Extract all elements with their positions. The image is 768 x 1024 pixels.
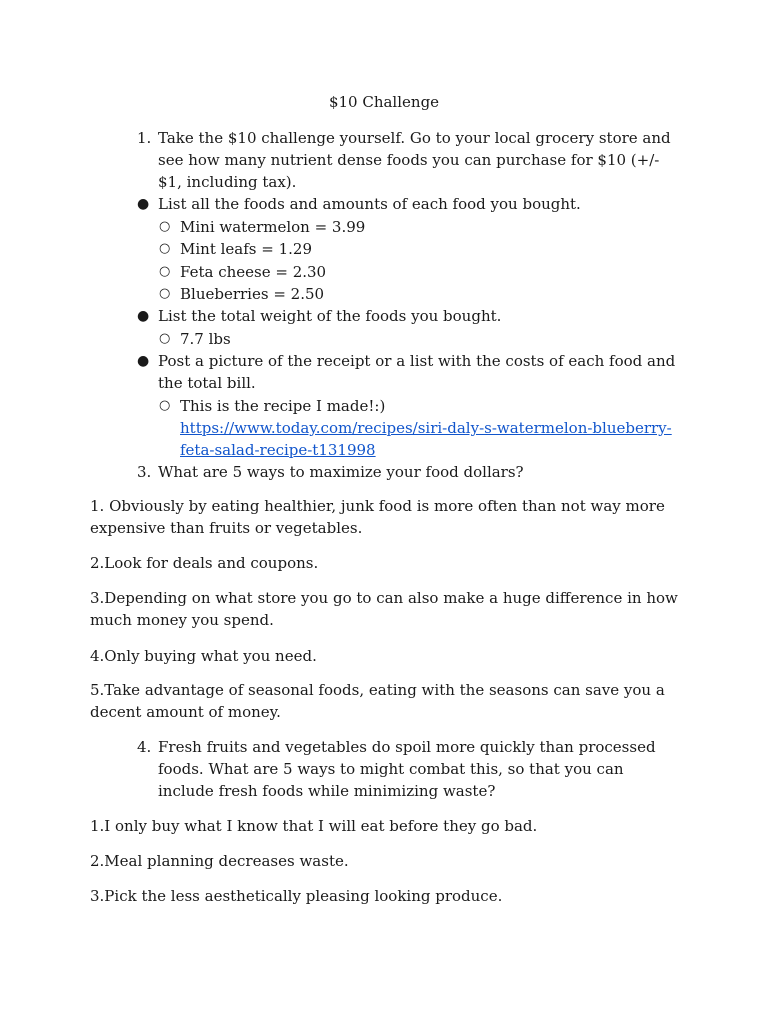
recipe-note: This is the recipe I made!:) [180,397,386,415]
question-text: Take the $10 challenge yourself. Go to your local grocery store and see how many nutrient dense foods you can purchase for $10 (+/- $1, including tax). [158,129,671,191]
answer-paragraph: 1.I only buy what I know that I will eat before they go bad. [90,817,538,835]
circle-bullet-icon: ○ [159,219,171,234]
circle-bullet-icon: ○ [159,264,171,279]
bullet-dot-icon: ● [137,308,150,324]
food-item [159,238,674,260]
question-text: What are 5 ways to maximize your food dollars? [158,463,524,481]
bullet-item [137,350,677,394]
answer-paragraph: 5.Take advantage of seasonal foods, eating with the seasons can save you a decent amount of money. [90,681,665,721]
bullet-item [137,193,677,215]
bullet-text: List all the foods and amounts of each food you bought. [158,195,581,213]
bullet-text: Post a picture of the receipt or a list with the costs of each food and the total bill. [158,352,676,392]
answer-paragraph: 2.Look for deals and coupons. [90,554,319,572]
food-text: Feta cheese = 2.30 [180,263,327,281]
circle-bullet-icon: ○ [159,286,171,301]
recipe-link[interactable]: https://www.today.com/recipes/siri-daly-s-watermelon-blueberry-feta-salad-recipe-t131998 [180,419,672,459]
circle-bullet-icon: ○ [159,398,171,413]
bullet-dot-icon: ● [137,196,150,212]
question-number: 1. [137,129,152,147]
weight-item [159,328,674,350]
food-item [159,216,674,238]
circle-bullet-icon: ○ [159,241,171,256]
question-4 [137,736,677,802]
food-text: Blueberries = 2.50 [180,285,325,303]
recipe-item [159,395,674,417]
question-number: 4. [137,738,152,756]
answer-paragraph: 1. Obviously by eating healthier, junk food is more often than not way more expensive than fruits or vegetables. [90,497,665,537]
food-text: Mini watermelon = 3.99 [180,218,366,236]
question-3 [137,461,677,483]
bullet-dot-icon: ● [137,353,150,369]
answer-paragraph: 3.Pick the less aesthetically pleasing looking produce. [90,887,503,905]
question-1 [137,127,677,193]
document-title: $10 Challenge [328,93,440,111]
question-text: Fresh fruits and vegetables do spoil more quickly than processed foods. What are 5 ways to might combat this, so that you can include fresh foods while minimizing waste? [158,738,656,800]
food-text: Mint leafs = 1.29 [180,240,312,258]
answer-paragraph: 4.Only buying what you need. [90,647,317,665]
question-number: 3. [137,463,152,481]
food-item [159,261,674,283]
bullet-item [137,305,677,327]
weight-text: 7.7 lbs [180,330,231,348]
recipe-link-item [159,417,674,461]
food-item [159,283,674,305]
bullet-text: List the total weight of the foods you bought. [158,307,502,325]
circle-bullet-icon: ○ [159,331,171,346]
answer-paragraph: 3.Depending on what store you go to can also make a huge difference in how much money you spend. [90,589,678,629]
answer-paragraph: 2.Meal planning decreases waste. [90,852,349,870]
